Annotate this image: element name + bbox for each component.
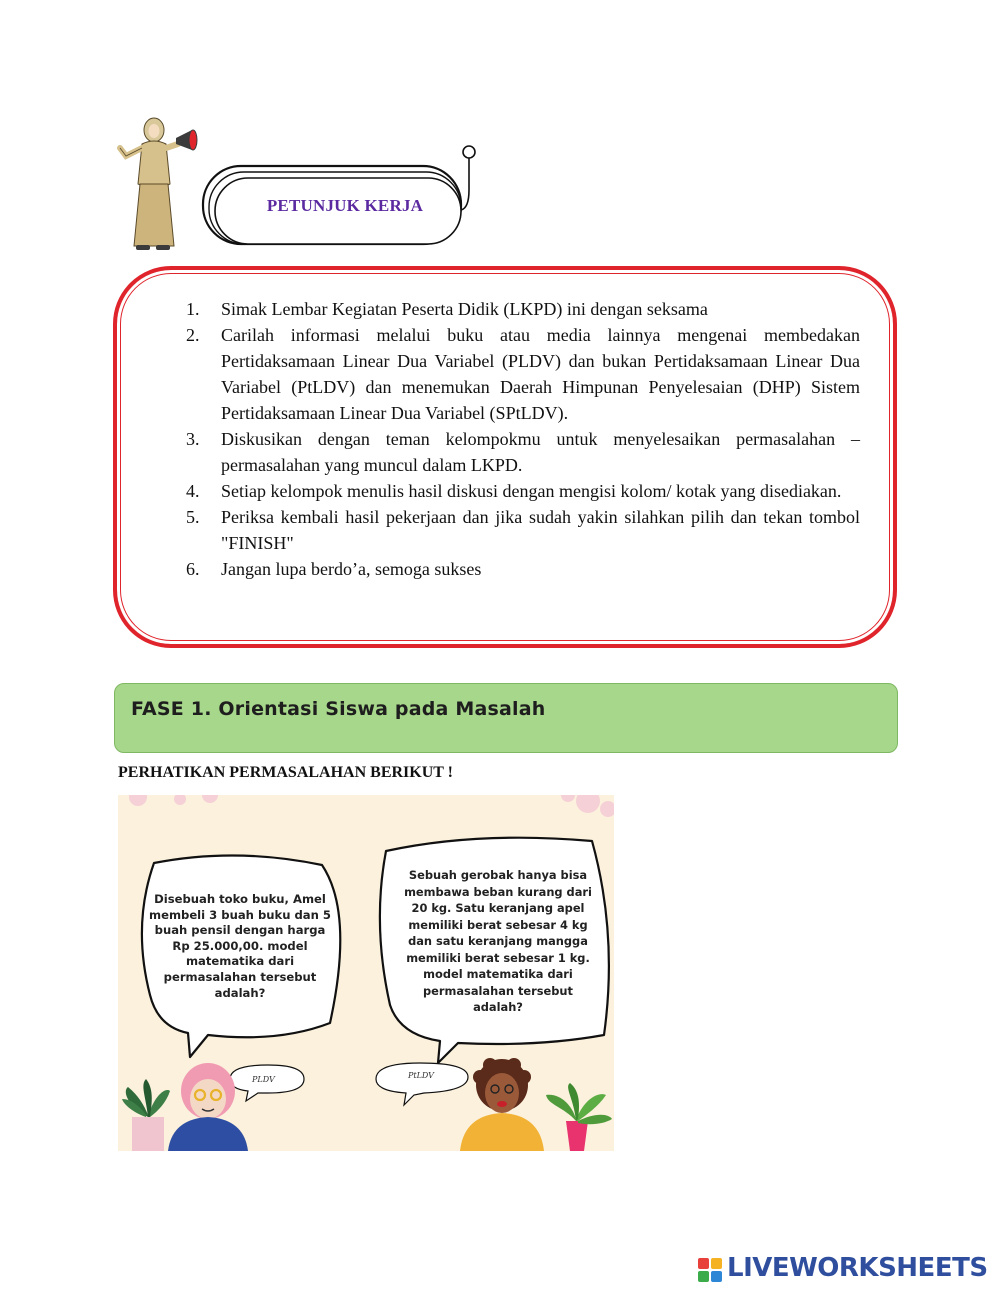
instruction-number: 6.	[186, 559, 200, 579]
instruction-text: Diskusikan dengan teman kelompokmu untuk menyelesaikan permasalahan – permasalahan yang muncul dalam LKPD.	[221, 429, 860, 475]
instruction-number: 4.	[186, 481, 200, 501]
instruction-item	[180, 478, 860, 504]
instruction-text: Periksa kembali hasil pekerjaan dan jika sudah yakin silahkan pilih dan tekan tombol "FINISH"	[221, 507, 860, 553]
phase-title: FASE 1. Orientasi Siswa pada Masalah	[131, 698, 546, 720]
instruction-text: Jangan lupa berdo’a, semoga sukses	[221, 559, 482, 579]
problem-illustration	[118, 795, 614, 1151]
instruction-text: Simak Lembar Kegiatan Peserta Didik (LKPD) ini dengan seksama	[221, 299, 708, 319]
answer-label-pldv: PLDV	[252, 1075, 275, 1084]
problem-bubble-pldv: Disebuah toko buku, Amel membeli 3 buah buku dan 5 buah pensil dengan harga Rp 25.000,00. model matematika dari permasalahan tersebut adalah?	[149, 892, 331, 1000]
teacher-megaphone-illustration	[112, 114, 204, 254]
instruction-number: 1.	[186, 299, 200, 319]
instruction-item	[180, 504, 860, 556]
instruction-item	[180, 426, 860, 478]
instructions-list	[180, 296, 860, 582]
instruction-number: 3.	[186, 429, 200, 449]
instruction-number: 2.	[186, 325, 200, 345]
instruction-text: Setiap kelompok menulis hasil diskusi dengan mengisi kolom/ kotak yang disediakan.	[221, 481, 842, 501]
instruction-item	[180, 296, 860, 322]
instruction-text: Carilah informasi melalui buku atau media lainnya mengenai membedakan Pertidaksamaan Linear Dua Variabel (PLDV) dan bukan Pertidaksamaan Linear Dua Variabel (PtLDV) dan menemukan Daerah Himpunan Penyelesaian (DHP) Sistem Pertidaksamaan Linear Dua Variabel (SPtLDV).	[221, 325, 860, 423]
instruction-number: 5.	[186, 507, 200, 527]
page-title: PETUNJUK KERJA	[266, 196, 424, 215]
answer-label-ptldv: PtLDV	[408, 1071, 434, 1080]
problem-bubble-ptldv: Sebuah gerobak hanya bisa membawa beban kurang dari 20 kg. Satu keranjang apel memiliki berat sebesar 4 kg dan satu keranjang mangga memiliki berat sebesar 1 kg. model matematika dari permasalahan tersebut adalah?	[404, 868, 592, 1014]
instruction-item	[180, 556, 860, 582]
liveworksheets-logo-icon	[698, 1258, 722, 1282]
instruction-item	[180, 322, 860, 426]
watermark-text: LIVEWORKSHEETS	[727, 1253, 988, 1283]
problem-heading: PERHATIKAN PERMASALAHAN BERIKUT !	[118, 764, 453, 781]
